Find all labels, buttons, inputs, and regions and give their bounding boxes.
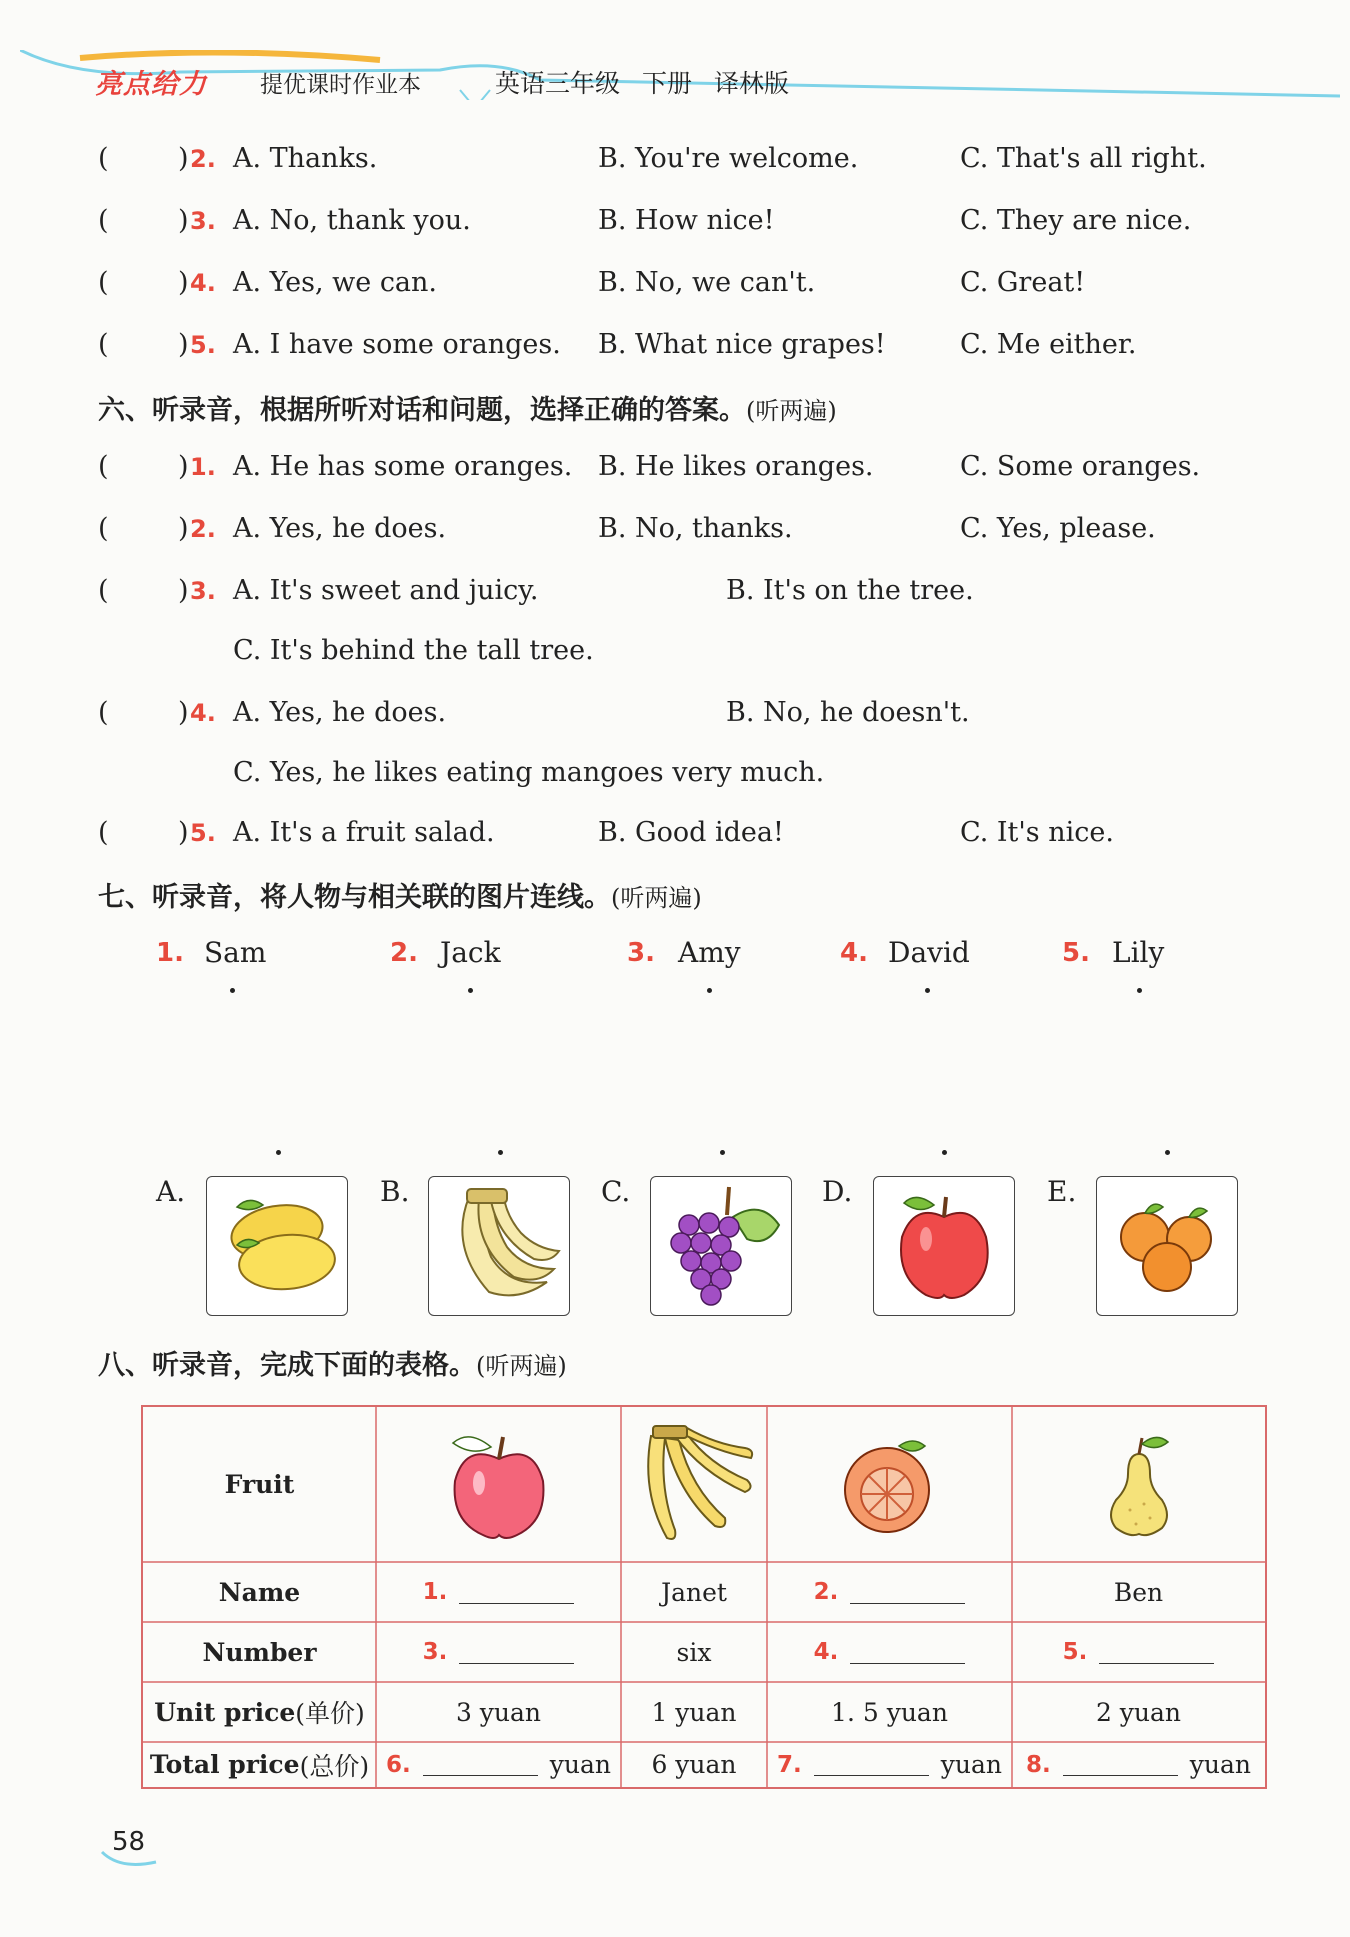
- answer-paren-close: ): [178, 143, 189, 174]
- person-dot-amy[interactable]: [707, 988, 712, 993]
- question-number: 2.: [190, 515, 216, 543]
- picture-letter-c: C.: [601, 1175, 631, 1208]
- row-label-number: Number: [202, 1637, 317, 1667]
- banana-icon: [631, 1422, 757, 1548]
- answer-paren-open[interactable]: (: [98, 817, 109, 848]
- person-name-jack: Jack: [440, 936, 501, 969]
- number-cell-3: [376, 1622, 621, 1682]
- total-price-label: Total price: [149, 1750, 300, 1779]
- unit-price-banana: 1 yuan: [651, 1697, 737, 1727]
- picture-letter-b: B.: [380, 1175, 410, 1208]
- answer-paren-open[interactable]: (: [98, 143, 109, 174]
- question-number: 5.: [190, 331, 216, 359]
- option-b: B. Good idea!: [598, 817, 784, 848]
- blank-number: 4.: [813, 1639, 839, 1665]
- option-c: C. Yes, he likes eating mangoes very much.: [233, 757, 825, 788]
- answer-paren-close: ): [178, 513, 189, 544]
- answer-blank[interactable]: [1063, 1753, 1178, 1776]
- question-number: 4.: [190, 699, 216, 727]
- answer-blank[interactable]: [459, 1641, 574, 1664]
- option-b: B. No, he doesn't.: [726, 697, 970, 728]
- picture-box-c: [650, 1176, 792, 1316]
- blank-number: 5.: [1062, 1639, 1088, 1665]
- answer-paren-open[interactable]: (: [98, 513, 109, 544]
- person-dot-sam[interactable]: [230, 988, 235, 993]
- row-label-total-price: [143, 1742, 376, 1787]
- fruit-cell-pear: [1012, 1407, 1265, 1562]
- answer-paren-open[interactable]: (: [98, 451, 109, 482]
- total-cell-8: [1012, 1742, 1265, 1787]
- blank-number: 1.: [422, 1579, 448, 1605]
- option-c: C. Some oranges.: [960, 451, 1201, 482]
- option-b: B. You're welcome.: [598, 143, 859, 174]
- blank-number: 3.: [422, 1639, 448, 1665]
- fruit-cell-apple: [376, 1407, 621, 1562]
- answer-paren-open[interactable]: (: [98, 697, 109, 728]
- total-cell-7: [767, 1742, 1012, 1787]
- person-name-lily: Lily: [1112, 936, 1165, 969]
- section-8-title: [98, 1343, 567, 1382]
- option-c: C. Me either.: [960, 329, 1137, 360]
- option-b: B. What nice grapes!: [598, 329, 886, 360]
- option-a: A. I have some oranges.: [233, 329, 561, 360]
- section-6-heading: 六、听录音，根据所听对话和问题，选择正确的答案。: [98, 395, 746, 426]
- answer-paren-close: ): [178, 267, 189, 298]
- name-cell-pear: Ben: [1113, 1577, 1164, 1607]
- row-label-unit-price: [143, 1682, 376, 1742]
- option-b: B. How nice!: [598, 205, 775, 236]
- question-number: 5.: [190, 819, 216, 847]
- option-c: C. Yes, please.: [960, 513, 1156, 544]
- number-cell-banana: six: [676, 1637, 712, 1667]
- answer-paren-close: ): [178, 205, 189, 236]
- answer-blank[interactable]: [850, 1641, 965, 1664]
- blank-number: 2.: [813, 1579, 839, 1605]
- answer-paren-close: ): [178, 817, 189, 848]
- person-number: 4.: [840, 938, 868, 968]
- unit-price-label-cn: (单价): [295, 1699, 365, 1728]
- brand-logo: 亮点给力: [95, 69, 207, 100]
- answer-paren-close: ): [178, 451, 189, 482]
- picture-dot-c[interactable]: [720, 1150, 725, 1155]
- picture-letter-d: D.: [822, 1175, 853, 1208]
- section-7-note: (听两遍): [611, 884, 702, 912]
- answer-paren-open[interactable]: (: [98, 329, 109, 360]
- yuan-unit: yuan: [549, 1750, 611, 1779]
- option-a: A. Thanks.: [233, 143, 378, 174]
- section-8-note: (听两遍): [476, 1352, 567, 1380]
- answer-blank[interactable]: [1099, 1641, 1214, 1664]
- section-8-heading: 八、听录音，完成下面的表格。: [98, 1350, 476, 1381]
- option-b: B. It's on the tree.: [726, 575, 974, 606]
- option-b: B. He likes oranges.: [598, 451, 874, 482]
- unit-price-pear: 2 yuan: [1095, 1697, 1182, 1727]
- price-table: [141, 1405, 1267, 1789]
- answer-paren-open[interactable]: (: [98, 575, 109, 606]
- picture-dot-b[interactable]: [498, 1150, 503, 1155]
- orange-icon: [1097, 1177, 1237, 1315]
- option-c: C. Great!: [960, 267, 1086, 298]
- name-cell-1: [376, 1562, 621, 1622]
- picture-letter-a: A.: [156, 1175, 186, 1208]
- option-a: A. Yes, he does.: [233, 513, 447, 544]
- answer-blank[interactable]: [423, 1753, 538, 1776]
- person-dot-lily[interactable]: [1137, 988, 1142, 993]
- person-number: 3.: [627, 938, 655, 968]
- subject: 英语三年级: [495, 69, 621, 98]
- name-cell-2: [767, 1562, 1012, 1622]
- number-cell-4: [767, 1622, 1012, 1682]
- person-number: 1.: [156, 938, 184, 968]
- person-name-amy: Amy: [678, 936, 741, 969]
- person-dot-jack[interactable]: [468, 988, 473, 993]
- total-cell-banana: 6 yuan: [651, 1750, 737, 1779]
- option-a: A. No, thank you.: [233, 205, 471, 236]
- row-label-fruit: Fruit: [224, 1470, 295, 1499]
- question-number: 1.: [190, 453, 216, 481]
- banana-icon: [429, 1177, 569, 1315]
- unit-price-label: Unit price: [154, 1697, 296, 1727]
- unit-price-apple: 3 yuan: [455, 1697, 542, 1727]
- section-7-heading: 七、听录音，将人物与相关联的图片连线。: [98, 882, 611, 913]
- yuan-unit: yuan: [1189, 1750, 1251, 1779]
- person-name-sam: Sam: [204, 936, 267, 969]
- mango-icon: [207, 1177, 347, 1315]
- picture-dot-a[interactable]: [276, 1150, 281, 1155]
- page-number: 58: [112, 1827, 146, 1857]
- picture-dot-e[interactable]: [1165, 1150, 1170, 1155]
- answer-paren-open[interactable]: (: [98, 267, 109, 298]
- apple-icon: [874, 1177, 1014, 1315]
- picture-letter-e: E.: [1047, 1175, 1077, 1208]
- question-number: 4.: [190, 269, 216, 297]
- volume: 下册: [641, 69, 692, 98]
- option-c: C. It's nice.: [960, 817, 1114, 848]
- blank-number: 8.: [1026, 1751, 1051, 1778]
- person-number: 2.: [390, 938, 418, 968]
- answer-paren-close: ): [178, 575, 189, 606]
- book-info: [495, 64, 789, 100]
- person-dot-david[interactable]: [925, 988, 930, 993]
- name-cell-banana: Janet: [661, 1577, 727, 1607]
- edition: 译林版: [713, 69, 789, 98]
- question-number: 3.: [190, 577, 216, 605]
- answer-paren-close: ): [178, 329, 189, 360]
- picture-box-d: [873, 1176, 1015, 1316]
- book-subtitle: 提优课时作业本: [260, 72, 421, 98]
- picture-dot-d[interactable]: [942, 1150, 947, 1155]
- yuan-unit: yuan: [940, 1750, 1002, 1779]
- fruit-cell-banana: [621, 1407, 767, 1562]
- option-a: A. It's sweet and juicy.: [233, 575, 539, 606]
- question-number: 2.: [190, 145, 216, 173]
- option-a: A. Yes, we can.: [233, 267, 438, 298]
- picture-box-e: [1096, 1176, 1238, 1316]
- answer-blank[interactable]: [459, 1581, 574, 1604]
- option-c: C. It's behind the tall tree.: [233, 635, 594, 666]
- person-name-david: David: [888, 936, 970, 969]
- unit-price-grapefruit: 1. 5 yuan: [831, 1697, 948, 1727]
- section-6-title: [98, 388, 837, 427]
- blank-number: 7.: [777, 1751, 802, 1778]
- option-a: A. It's a fruit salad.: [233, 817, 495, 848]
- answer-blank[interactable]: [850, 1581, 965, 1604]
- answer-blank[interactable]: [814, 1753, 929, 1776]
- picture-box-b: [428, 1176, 570, 1316]
- answer-paren-open[interactable]: (: [98, 205, 109, 236]
- section-6-note: (听两遍): [746, 397, 837, 425]
- section-7-title: [98, 875, 702, 914]
- grapefruit-icon: [835, 1430, 945, 1540]
- option-b: B. No, thanks.: [598, 513, 793, 544]
- answer-paren-close: ): [178, 697, 189, 728]
- option-c: C. They are nice.: [960, 205, 1192, 236]
- total-cell-6: [376, 1742, 621, 1787]
- number-cell-5: [1012, 1622, 1265, 1682]
- option-a: A. He has some oranges.: [233, 451, 573, 482]
- picture-box-a: [206, 1176, 348, 1316]
- option-c: C. That's all right.: [960, 143, 1207, 174]
- option-a: A. Yes, he does.: [233, 697, 447, 728]
- person-number: 5.: [1062, 938, 1090, 968]
- option-b: B. No, we can't.: [598, 267, 816, 298]
- fruit-cell-grapefruit: [767, 1407, 1012, 1562]
- blank-number: 6.: [386, 1751, 411, 1778]
- pear-icon: [1094, 1430, 1184, 1540]
- total-price-label-cn: (总价): [299, 1751, 370, 1781]
- question-number: 3.: [190, 207, 216, 235]
- apple-icon: [439, 1425, 559, 1545]
- row-label-name: Name: [218, 1577, 301, 1607]
- grapes-icon: [651, 1177, 791, 1315]
